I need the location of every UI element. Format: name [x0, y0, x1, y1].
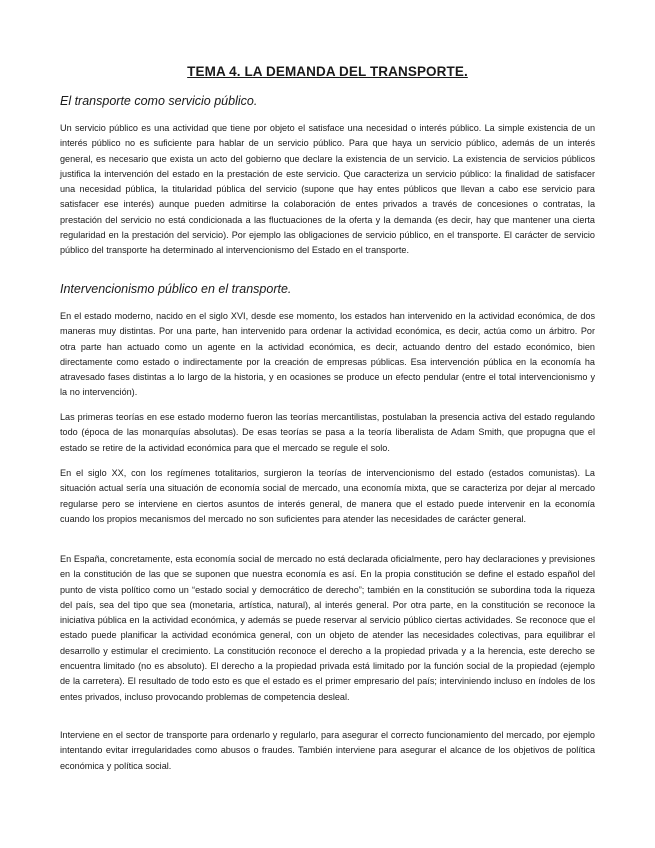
section-heading-servicio-publico: El transporte como servicio público.	[60, 94, 258, 108]
paragraph-servicio-publico: Un servicio público es una actividad que tiene por objeto el satisface una necesidad o interés público. La simple existencia de un interés público no es suficiente para hablar de un servicio público. Para que haya un servicio público, además de un interés general, es necesario que exista un acto del gobierno que declare la existencia de un servicio. La existencia de servicios públicos justifica la intervención del estado en la prestación de este servicio. Que caracteriza un servicio público: la finalidad de satisfacer una necesidad pública, la titularidad pública del servicio (supone que hay entes públicos que llevan a cabo ese servicio para satisfacer ese interés) aunque pueden admitirse la colaboración de entes privados a través de concesiones o contratas, la prestación del servicio no está condicionada a las fluctuaciones de la oferta y la demanda (es decir, hay que mantener una cierta regularidad en la prestación del servicio). Por ejemplo las obligaciones de servicio público, en el transporte. El carácter de servicio público del transporte ha determinado al intervencionismo del Estado en el transporte.	[60, 123, 595, 256]
paragraph-estado-moderno: En el estado moderno, nacido en el siglo XVI, desde ese momento, los estados han intervenido en la actividad económica, de dos maneras muy distintas. Por una parte, han intervenido para ordenar la actividad económica, es decir, actúa como un árbitro. Por otra parte han actuado como un agente en la actividad económica, es decir, actuando dentro del estado económico, bien directamente como estado o indirectamente por la creación de empresas públicas. Esa intervención pública en la economía ha atravesado fases distintas a lo largo de la historia, y en ocasiones se produce un efecto pendular (entre el total intervencionismo y la no intervención).	[60, 311, 595, 398]
section-heading-intervencionismo: Intervencionismo público en el transporte.	[60, 282, 292, 296]
document-title: TEMA 4. LA DEMANDA DEL TRANSPORTE.	[187, 64, 468, 79]
paragraph-espana: En España, concretamente, esta economía social de mercado no está declarada oficialmente, pero hay declaraciones y previsiones en la constitución de las que se suponen que nuestra economía es así. En la propia constitución se define el estado español del punto de vista político como un “estado social y democrático de derecho”; también en la constitución se subordina toda la riqueza del país, sea del tipo que sea (monetaria, artística, natural), al interés general. Por otra parte, en la constitución se reconoce la iniciativa pública en la actividad económica, y además se puede reservar al servicio público ciertas actividades. Se reconoce que el estado puede planificar la actividad económica general, con un objeto de atender las necesidades colectivas, para equilibrar el desarrollo y estimular el crecimiento. La constitución reconoce el derecho a la propiedad privada y a la herencia, este derecho se encuentra limitado (no es absoluto). El derecho a la propiedad privada está limitado por la función social de la propiedad (ejemplo de la carretera). El resultado de todo esto es que el estado es el primer empresario del país; interviniendo incluso en índoles de los entes privados, incluso provocando problemas de competencia desleal.	[60, 554, 595, 702]
paragraph-teorias-mercantilistas: Las primeras teorías en ese estado moderno fueron las teorías mercantilistas, postulaban la presencia activa del estado regulando todo (época de las monarquías absolutas). De esas teorías se pasa a la teoría liberalista de Adam Smith, que propugna que el estado se retire de la actividad económica para que el mercado se regule el solo.	[60, 412, 595, 453]
paragraph-sector-transporte: Interviene en el sector de transporte para ordenarlo y regularlo, para asegurar el correcto funcionamiento del mercado, por ejemplo intentando evitar irregularidades como abusos o fraudes. También interviene para asegurar el alcance de los objetivos de política económica y política social.	[60, 730, 595, 771]
paragraph-siglo-xx: En el siglo XX, con los regímenes totalitarios, surgieron la teorías de intervencionismo del estado (estados comunistas). La situación actual sería una situación de economía social de mercado, una economía mixta, que se caracteriza por dejar al mercado regularse pero se interviene en ciertos asuntos de interés general, de manera que el estado puede intervenir en la economía cuando los propios mecanismos del mercado no son suficientes para atender las necesidades de carácter general.	[60, 468, 595, 524]
